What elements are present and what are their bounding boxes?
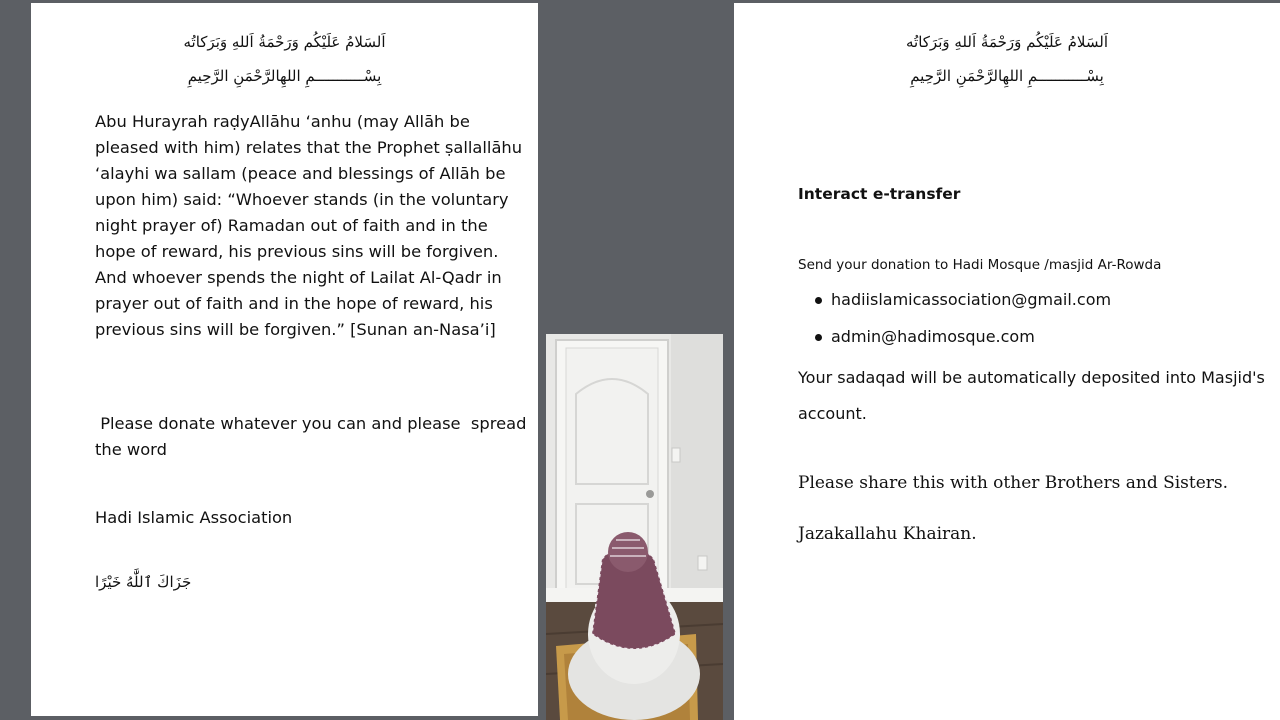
basmala-arabic: بِسْـــــــــــمِ اللهِالرَّحْمَنِ الرَّحِيمِ: [910, 67, 1104, 85]
e-transfer-title: Interact e-transfer: [798, 185, 961, 203]
left-document-page: [31, 3, 538, 716]
thanks-note: Jazakallahu Khairan.: [798, 524, 977, 544]
list-item: [798, 324, 1111, 361]
email-address: hadiislamicassociation@gmail.com: [831, 290, 1112, 309]
man-praying-illustration: [546, 334, 723, 720]
email-address: admin@hadimosque.com: [831, 327, 1035, 346]
email-list: [798, 287, 1111, 361]
dua-arabic: جَزَاكَ ٱللَّٰهُ خَيْرًا: [95, 573, 192, 591]
door-knob-icon: [646, 490, 654, 498]
association-name: Hadi Islamic Association: [95, 508, 293, 527]
salam-greeting-arabic: اَلسَلامُ عَلَيْكُم وَرَحْمَةُ اَللهِ وَبَرَكاتُه: [906, 33, 1108, 51]
prayer-photo: [546, 334, 723, 720]
share-note: Please share this with other Brothers and Sisters.: [798, 473, 1229, 493]
send-donation-text: Send your donation to Hadi Mosque /masjid Ar-Rowda: [798, 257, 1162, 273]
salam-greeting-arabic: اَلسَلامُ عَلَيْكُم وَرَحْمَةُ اَللهِ وَبَرَكاتُه: [183, 33, 386, 51]
donate-note: Please donate whatever you can and please spread the word: [95, 414, 532, 459]
bullet-icon: [815, 297, 822, 304]
basmala-arabic: بِسْـــــــــــمِ اللهِالرَّحْمَنِ الرَّحِيمِ: [187, 67, 382, 85]
right-document-page: [734, 3, 1280, 720]
bullet-icon: [815, 334, 822, 341]
hadith-paragraph: Abu Hurayrah raḍyAllāhu ‘anhu (may Allāh be pleased with him) relates that the Prophet ṣallallāhu ‘alayhi wa sallam (peace and blessings of Allāh be upon him) said: “Whoever stands (in the voluntary night prayer of) Ramadan out of faith and in the hope of reward, his previous sins will be forgiven. And whoever spends the night of Lailat Al-Qadr in prayer out of faith and in the hope of reward, his previous sins will be forgiven.” [Sunan an-Nasa’i]: [95, 112, 523, 339]
deposit-note: Your sadaqad will be automatically deposited into Masjid's account.: [798, 368, 1265, 423]
list-item: [798, 287, 1111, 324]
